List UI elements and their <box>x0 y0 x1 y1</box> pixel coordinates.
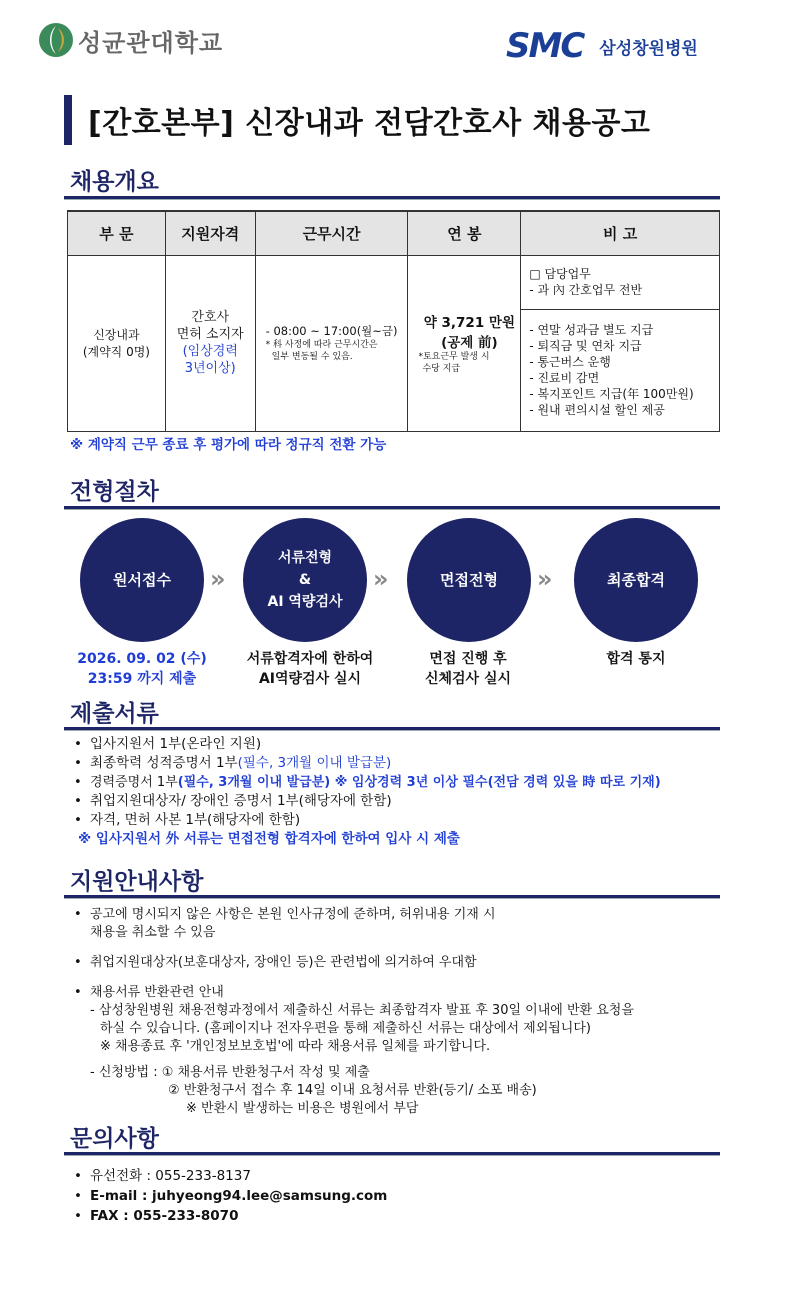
guide-heading: 지원안내사항 <box>70 869 204 895</box>
process-heading: 전형절차 <box>70 479 159 505</box>
conversion-note: ※ 계약직 근무 종료 후 평가에 따라 정규직 전환 가능 <box>70 437 387 453</box>
step-document-line1: 서류전형 <box>277 550 333 566</box>
chevron-right-icon: » <box>537 565 545 593</box>
table-row <box>68 255 720 309</box>
dept-line1: 신장내과 <box>93 328 140 342</box>
skku-name: 성균관대학교 <box>78 28 224 57</box>
salary-line2: (공제 前) <box>441 335 498 351</box>
salary-note2: 수당 지급 <box>422 364 461 374</box>
list-item: • 취업지원대상자(보훈대상자, 장애인 등)은 관련법에 의거하여 우대함 <box>74 955 477 970</box>
list-item: • 공고에 명시되지 않은 사항은 본원 인사규정에 준하며, 허위내용 기재 시 채용을 취소할 수 있음 <box>74 907 496 940</box>
skku-logo <box>38 22 223 58</box>
step-final-circle <box>574 518 698 642</box>
step-application-label: 원서접수 <box>113 571 171 589</box>
benefit-item: - 통근버스 운행 <box>529 355 611 369</box>
documents-heading: 제출서류 <box>70 701 159 727</box>
chevron-right-icon: » <box>210 565 218 593</box>
col-dept: 부 문 <box>68 211 166 255</box>
hours-note2: 일부 변동될 수 있음. <box>271 352 353 362</box>
cap3-line2: 신체검사 실시 <box>424 671 512 687</box>
overview-divider <box>64 196 720 200</box>
col-qualification: 지원자격 <box>165 211 255 255</box>
table-header-row <box>68 211 720 255</box>
overview-heading: 채용개요 <box>70 169 159 195</box>
qual-line4: 3년이상) <box>184 361 236 376</box>
guide-divider <box>64 895 720 899</box>
step-document-circle <box>243 518 367 642</box>
list-item: • 입사지원서 1부(온라인 지원) <box>74 736 262 752</box>
qual-line1: 간호사 <box>191 310 230 325</box>
step-document-caption <box>225 649 395 689</box>
process-divider <box>64 506 720 510</box>
step-interview-circle <box>407 518 531 642</box>
benefit-item: - 복지포인트 지급(年 100만원) <box>529 387 694 401</box>
recruit-table <box>67 210 720 432</box>
list-item: • 최종학력 성적증명서 1부(필수, 3개월 이내 발급분) <box>74 755 392 771</box>
remarks-duty-cell <box>521 255 720 309</box>
list-item: • 경력증명서 1부(필수, 3개월 이내 발급분) ※ 임상경력 3년 이상 필수(전담 경력 있을 時 따로 기재) <box>74 775 661 790</box>
step-document-line3: AI 역량검사 <box>267 594 343 610</box>
list-item: • 취업지원대상자/ 장애인 증명서 1부(해당자에 한함) <box>74 793 392 809</box>
documents-divider <box>64 727 720 731</box>
dept-cell <box>68 255 166 431</box>
qual-line2: 면허 소지자 <box>176 327 244 342</box>
documents-note: ※ 입사지원서 外 서류는 면접전형 합격자에 한하여 입사 시 제출 <box>78 831 460 847</box>
smc-mark: SMC <box>506 26 584 66</box>
remarks-top1: □ 담당업무 <box>529 267 591 281</box>
guide-list <box>70 906 750 1118</box>
smc-logo <box>506 26 698 66</box>
qualification-cell <box>165 255 255 431</box>
contact-phone: • 유선전화 : 055-233-8137 <box>74 1168 251 1184</box>
return-method: - 신청방법 : ① 채용서류 반환청구서 작성 및 제출 <box>90 1065 370 1080</box>
cap1-line1: 2026. 09. 02 (수) <box>77 651 207 667</box>
contact-email: • E-mail : juhyeong94.lee@samsung.com <box>74 1188 388 1204</box>
step-application-caption <box>57 649 227 689</box>
cap4-line1: 합격 통지 <box>606 651 666 667</box>
skku-emblem-icon <box>38 22 74 58</box>
col-remarks: 비 고 <box>521 211 720 255</box>
salary-note1: *토요근무 발생 시 <box>418 352 490 362</box>
documents-list <box>70 735 661 849</box>
list-item: • 채용서류 반환관련 안내 - 삼성창원병원 채용전형과정에서 제출하신 서류는 최종합격자 발표 후 30일 이내에 반환 요청을 하실 수 있습니다. (홈페이지나 전자우편을 통해 제출하신 서류는 대상에서 제외됩니다) ※ 채용종료 후 '개인정보보호법'에 따라 채용서류 일체를 파기합니다. - 신청방법 : ① 채용서류 반환청구서 작성 및 제출 ② 반환청구서 접수 후 14일 이내 요청서류 반환(등기/ 소포 배송) ※ 반환시 발생하는 비용은 병원에서 부담 <box>70 984 750 1118</box>
list-item: • 자격, 면허 사본 1부(해당자에 한함) <box>74 812 301 828</box>
contact-divider <box>64 1152 720 1156</box>
title-bar <box>64 95 72 145</box>
header <box>0 0 795 80</box>
benefit-item: - 퇴직금 및 연차 지급 <box>529 339 642 353</box>
hours-cell <box>255 255 408 431</box>
col-hours: 근무시간 <box>255 211 408 255</box>
cap1-line2: 23:59 까지 제출 <box>87 671 197 687</box>
dept-line2: (계약직 0명) <box>82 345 150 359</box>
step-final-label: 최종합격 <box>607 571 665 589</box>
remarks-top2: - 과 內 간호업무 전반 <box>529 283 643 297</box>
col-salary: 연 봉 <box>408 211 521 255</box>
salary-cell <box>408 255 521 431</box>
remarks-benefits-cell <box>521 309 720 431</box>
benefit-item: - 원내 편의시설 할인 제공 <box>529 403 665 417</box>
chevron-right-icon: » <box>373 565 381 593</box>
step-final-caption <box>551 649 721 669</box>
cap3-line1: 면접 진행 후 <box>429 651 507 667</box>
benefit-item: - 연말 성과금 별도 지급 <box>529 323 654 337</box>
hours-main: - 08:00 ~ 17:00(월~금) <box>265 324 398 338</box>
step-interview-label: 면접전형 <box>440 571 498 589</box>
smc-name: 삼성창원병원 <box>599 38 698 59</box>
contact-fax: • FAX : 055-233-8070 <box>74 1208 239 1224</box>
page-title: [간호본부] 신장내과 전담간호사 채용공고 <box>88 106 651 141</box>
benefit-item: - 진료비 감면 <box>529 371 600 385</box>
contact-heading: 문의사항 <box>70 1126 159 1152</box>
qual-line3: (임상경력 <box>182 344 238 359</box>
contact-list <box>70 1166 387 1226</box>
hours-note1: * 科 사정에 따라 근무시간은 <box>265 340 378 350</box>
main-title-block <box>64 95 650 145</box>
cap2-line2: AI역량검사 실시 <box>258 671 362 687</box>
step-document-line2: & <box>298 572 312 588</box>
step-application-circle <box>80 518 204 642</box>
cap2-line1: 서류합격자에 한하여 <box>246 651 374 667</box>
salary-line1: 약 3,721 만원 <box>423 315 515 331</box>
step-interview-caption <box>383 649 553 689</box>
